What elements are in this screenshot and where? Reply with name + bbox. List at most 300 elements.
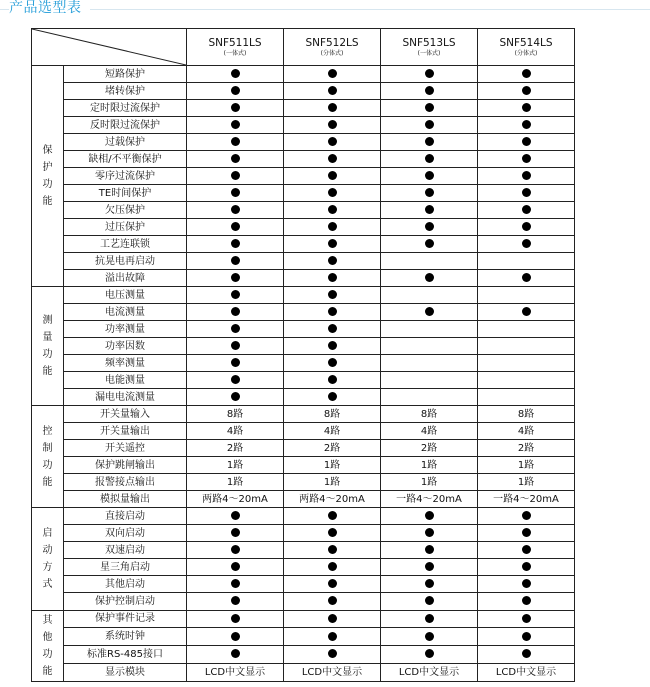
spec-cell: 4路 <box>187 423 284 440</box>
group-label: 控制功能 <box>42 425 53 488</box>
feature-label: TE时间保护 <box>64 185 187 202</box>
feature-label: 报警接点输出 <box>64 474 187 491</box>
feature-label: 模拟量输出 <box>64 491 187 508</box>
supported-dot-icon <box>425 222 434 231</box>
feature-label: 过压保护 <box>64 219 187 236</box>
supported-dot-icon <box>328 69 337 78</box>
table-row <box>32 474 575 491</box>
model-type: (一体式) <box>417 50 441 57</box>
supported-dot-icon <box>231 222 240 231</box>
supported-dot-icon <box>231 273 240 282</box>
table-row <box>32 151 575 168</box>
spec-cell <box>381 253 478 270</box>
spec-cell <box>187 321 284 338</box>
supported-dot-icon <box>328 239 337 248</box>
spec-cell <box>284 185 381 202</box>
supported-dot-icon <box>231 324 240 333</box>
spec-cell <box>284 321 381 338</box>
spec-cell: 两路4～20mA <box>284 491 381 508</box>
supported-dot-icon <box>328 290 337 299</box>
spec-cell <box>187 185 284 202</box>
supported-dot-icon <box>328 649 337 658</box>
supported-dot-icon <box>231 341 240 350</box>
table-row <box>32 610 575 628</box>
spec-cell: 8路 <box>478 406 575 423</box>
table-row <box>32 646 575 664</box>
table-row <box>32 372 575 389</box>
table-row <box>32 593 575 610</box>
spec-cell <box>381 646 478 664</box>
table-body <box>32 66 575 682</box>
table-header-row <box>32 29 575 66</box>
spec-cell <box>381 168 478 185</box>
supported-dot-icon <box>328 103 337 112</box>
supported-dot-icon <box>425 632 434 641</box>
spec-cell <box>381 593 478 610</box>
spec-cell <box>187 202 284 219</box>
supported-dot-icon <box>231 120 240 129</box>
table-row <box>32 100 575 117</box>
supported-dot-icon <box>425 596 434 605</box>
supported-dot-icon <box>328 171 337 180</box>
spec-cell <box>187 100 284 117</box>
spec-cell: 1路 <box>284 457 381 474</box>
spec-cell <box>187 338 284 355</box>
spec-cell <box>381 117 478 134</box>
supported-dot-icon <box>522 86 531 95</box>
spec-cell <box>478 83 575 100</box>
table-row <box>32 628 575 646</box>
spec-cell <box>284 287 381 304</box>
supported-dot-icon <box>231 307 240 316</box>
supported-dot-icon <box>425 579 434 588</box>
spec-cell <box>284 559 381 576</box>
supported-dot-icon <box>231 511 240 520</box>
supported-dot-icon <box>425 545 434 554</box>
supported-dot-icon <box>425 528 434 537</box>
supported-dot-icon <box>425 188 434 197</box>
feature-label: 星三角启动 <box>64 559 187 576</box>
supported-dot-icon <box>425 86 434 95</box>
spec-cell <box>381 185 478 202</box>
spec-cell <box>284 355 381 372</box>
table-row <box>32 559 575 576</box>
supported-dot-icon <box>328 511 337 520</box>
table-row <box>32 423 575 440</box>
spec-cell: 1路 <box>381 474 478 491</box>
supported-dot-icon <box>328 614 337 623</box>
supported-dot-icon <box>328 528 337 537</box>
group-label: 保护功能 <box>42 145 53 208</box>
spec-cell <box>478 66 575 83</box>
supported-dot-icon <box>522 596 531 605</box>
spec-cell <box>187 542 284 559</box>
feature-label: 开关遥控 <box>64 440 187 457</box>
table-row <box>32 168 575 185</box>
supported-dot-icon <box>522 614 531 623</box>
feature-label: 功率因数 <box>64 338 187 355</box>
spec-cell <box>187 389 284 406</box>
supported-dot-icon <box>328 579 337 588</box>
supported-dot-icon <box>231 239 240 248</box>
spec-cell <box>187 646 284 664</box>
spec-cell <box>478 628 575 646</box>
spec-cell <box>478 168 575 185</box>
supported-dot-icon <box>522 649 531 658</box>
title-rule <box>0 9 650 10</box>
spec-cell: 一路4～20mA <box>381 491 478 508</box>
table-row <box>32 117 575 134</box>
supported-dot-icon <box>328 86 337 95</box>
spec-cell: 2路 <box>478 440 575 457</box>
supported-dot-icon <box>231 103 240 112</box>
spec-cell <box>284 270 381 287</box>
feature-label: 抗晃电再启动 <box>64 253 187 270</box>
spec-cell <box>381 304 478 321</box>
supported-dot-icon <box>328 392 337 401</box>
model-header-cell <box>284 29 381 66</box>
spec-cell <box>381 151 478 168</box>
table-row <box>32 457 575 474</box>
table-row <box>32 491 575 508</box>
spec-cell <box>478 151 575 168</box>
spec-cell <box>478 389 575 406</box>
supported-dot-icon <box>328 307 337 316</box>
supported-dot-icon <box>522 188 531 197</box>
spec-cell <box>284 508 381 525</box>
feature-label: 直接启动 <box>64 508 187 525</box>
spec-cell <box>478 270 575 287</box>
table-row <box>32 202 575 219</box>
spec-cell <box>187 83 284 100</box>
spec-cell <box>187 151 284 168</box>
supported-dot-icon <box>328 375 337 384</box>
spec-cell: 4路 <box>381 423 478 440</box>
spec-cell <box>187 287 284 304</box>
selection-table <box>31 28 575 682</box>
spec-cell <box>381 542 478 559</box>
feature-label: 标准RS-485接口 <box>64 646 187 664</box>
spec-cell <box>284 389 381 406</box>
spec-cell <box>381 576 478 593</box>
spec-cell <box>478 100 575 117</box>
supported-dot-icon <box>231 375 240 384</box>
spec-cell <box>478 202 575 219</box>
supported-dot-icon <box>231 205 240 214</box>
feature-label: 漏电电流测量 <box>64 389 187 406</box>
spec-cell <box>478 542 575 559</box>
supported-dot-icon <box>231 596 240 605</box>
spec-cell <box>187 372 284 389</box>
spec-cell <box>381 355 478 372</box>
supported-dot-icon <box>231 137 240 146</box>
spec-cell <box>478 508 575 525</box>
supported-dot-icon <box>522 205 531 214</box>
header-corner-cell <box>32 29 187 66</box>
table-row <box>32 236 575 253</box>
model-name: SNF514LS <box>499 37 553 49</box>
spec-cell: LCD中文显示 <box>478 663 575 681</box>
supported-dot-icon <box>522 307 531 316</box>
spec-cell <box>187 628 284 646</box>
supported-dot-icon <box>425 69 434 78</box>
table-row <box>32 287 575 304</box>
feature-label: 电压测量 <box>64 287 187 304</box>
spec-cell <box>381 525 478 542</box>
spec-cell <box>478 610 575 628</box>
supported-dot-icon <box>231 154 240 163</box>
feature-label: 双向启动 <box>64 525 187 542</box>
group-label-cell <box>32 66 64 287</box>
table-row <box>32 576 575 593</box>
spec-cell <box>381 236 478 253</box>
supported-dot-icon <box>522 222 531 231</box>
spec-cell <box>187 236 284 253</box>
spec-cell <box>381 321 478 338</box>
supported-dot-icon <box>425 273 434 282</box>
supported-dot-icon <box>425 562 434 571</box>
supported-dot-icon <box>425 171 434 180</box>
supported-dot-icon <box>231 528 240 537</box>
supported-dot-icon <box>425 205 434 214</box>
page-title: 产品选型表 <box>9 0 90 17</box>
feature-label: 欠压保护 <box>64 202 187 219</box>
model-name: SNF512LS <box>305 37 359 49</box>
spec-cell <box>478 646 575 664</box>
spec-cell <box>284 134 381 151</box>
supported-dot-icon <box>231 579 240 588</box>
supported-dot-icon <box>328 154 337 163</box>
supported-dot-icon <box>328 205 337 214</box>
spec-cell <box>381 219 478 236</box>
supported-dot-icon <box>231 171 240 180</box>
table-row <box>32 66 575 83</box>
supported-dot-icon <box>522 579 531 588</box>
spec-cell: LCD中文显示 <box>381 663 478 681</box>
spec-cell <box>284 168 381 185</box>
spec-cell <box>187 168 284 185</box>
spec-cell <box>187 593 284 610</box>
spec-cell <box>187 304 284 321</box>
feature-label: 零序过流保护 <box>64 168 187 185</box>
supported-dot-icon <box>328 324 337 333</box>
feature-label: 定时限过流保护 <box>64 100 187 117</box>
spec-cell: 4路 <box>284 423 381 440</box>
supported-dot-icon <box>328 341 337 350</box>
spec-cell <box>381 134 478 151</box>
table-row <box>32 338 575 355</box>
spec-cell <box>187 508 284 525</box>
table-row <box>32 525 575 542</box>
spec-cell <box>478 236 575 253</box>
supported-dot-icon <box>231 632 240 641</box>
spec-cell <box>187 66 284 83</box>
spec-cell <box>284 593 381 610</box>
supported-dot-icon <box>231 86 240 95</box>
table-row <box>32 270 575 287</box>
spec-cell <box>381 372 478 389</box>
feature-label: 电能测量 <box>64 372 187 389</box>
feature-label: 反时限过流保护 <box>64 117 187 134</box>
spec-cell <box>381 628 478 646</box>
supported-dot-icon <box>231 188 240 197</box>
supported-dot-icon <box>522 562 531 571</box>
supported-dot-icon <box>231 358 240 367</box>
spec-cell <box>284 219 381 236</box>
supported-dot-icon <box>522 239 531 248</box>
spec-cell <box>478 253 575 270</box>
feature-label: 其他启动 <box>64 576 187 593</box>
spec-cell: 两路4～20mA <box>187 491 284 508</box>
group-label: 启动方式 <box>42 527 53 590</box>
spec-cell <box>284 372 381 389</box>
model-type: (分体式) <box>514 50 538 57</box>
supported-dot-icon <box>231 545 240 554</box>
spec-cell <box>381 100 478 117</box>
spec-cell <box>187 576 284 593</box>
supported-dot-icon <box>328 545 337 554</box>
spec-cell <box>284 83 381 100</box>
supported-dot-icon <box>425 614 434 623</box>
spec-cell <box>478 525 575 542</box>
spec-cell <box>381 508 478 525</box>
spec-cell <box>284 338 381 355</box>
spec-cell: 2路 <box>187 440 284 457</box>
table-row <box>32 542 575 559</box>
supported-dot-icon <box>425 103 434 112</box>
supported-dot-icon <box>231 649 240 658</box>
supported-dot-icon <box>522 137 531 146</box>
spec-cell <box>478 321 575 338</box>
table-row <box>32 440 575 457</box>
supported-dot-icon <box>522 171 531 180</box>
feature-label: 保护控制启动 <box>64 593 187 610</box>
spec-cell <box>381 610 478 628</box>
spec-cell <box>284 66 381 83</box>
supported-dot-icon <box>328 188 337 197</box>
spec-cell <box>187 270 284 287</box>
spec-cell <box>284 628 381 646</box>
supported-dot-icon <box>425 120 434 129</box>
supported-dot-icon <box>328 222 337 231</box>
spec-cell: 1路 <box>187 457 284 474</box>
supported-dot-icon <box>328 120 337 129</box>
spec-cell <box>284 253 381 270</box>
spec-cell <box>478 117 575 134</box>
supported-dot-icon <box>522 120 531 129</box>
model-type: (一体式) <box>223 50 247 57</box>
spec-cell <box>187 559 284 576</box>
spec-cell <box>284 202 381 219</box>
table-row <box>32 389 575 406</box>
table-row <box>32 219 575 236</box>
supported-dot-icon <box>425 239 434 248</box>
supported-dot-icon <box>522 154 531 163</box>
spec-cell: 8路 <box>187 406 284 423</box>
spec-cell <box>381 559 478 576</box>
spec-cell <box>381 270 478 287</box>
supported-dot-icon <box>328 273 337 282</box>
feature-label: 频率测量 <box>64 355 187 372</box>
spec-cell: 1路 <box>381 457 478 474</box>
spec-cell <box>478 304 575 321</box>
spec-cell <box>381 389 478 406</box>
spec-cell <box>284 576 381 593</box>
group-label: 测量功能 <box>42 315 53 378</box>
feature-label: 开关量输入 <box>64 406 187 423</box>
spec-cell <box>478 287 575 304</box>
supported-dot-icon <box>522 511 531 520</box>
spec-cell <box>478 576 575 593</box>
spec-cell <box>187 355 284 372</box>
model-header-cell <box>478 29 575 66</box>
feature-label: 显示模块 <box>64 663 187 681</box>
supported-dot-icon <box>425 154 434 163</box>
feature-label: 电流测量 <box>64 304 187 321</box>
table-row <box>32 321 575 338</box>
table-row <box>32 134 575 151</box>
spec-cell <box>284 304 381 321</box>
table-row <box>32 508 575 525</box>
supported-dot-icon <box>425 511 434 520</box>
feature-label: 工艺连联锁 <box>64 236 187 253</box>
supported-dot-icon <box>328 596 337 605</box>
corner-diagonal <box>32 29 186 65</box>
model-type: (分体式) <box>320 50 344 57</box>
supported-dot-icon <box>328 632 337 641</box>
supported-dot-icon <box>231 614 240 623</box>
supported-dot-icon <box>522 69 531 78</box>
supported-dot-icon <box>425 137 434 146</box>
spec-cell <box>187 134 284 151</box>
feature-label: 开关量输出 <box>64 423 187 440</box>
table-row <box>32 406 575 423</box>
supported-dot-icon <box>231 392 240 401</box>
supported-dot-icon <box>522 273 531 282</box>
table-row <box>32 663 575 681</box>
feature-label: 保护跳闸输出 <box>64 457 187 474</box>
model-name: SNF511LS <box>208 37 262 49</box>
spec-cell <box>478 355 575 372</box>
group-label: 其他功能 <box>42 614 53 677</box>
spec-cell <box>284 151 381 168</box>
supported-dot-icon <box>231 69 240 78</box>
spec-cell <box>187 219 284 236</box>
spec-cell: 8路 <box>284 406 381 423</box>
spec-cell: 1路 <box>478 457 575 474</box>
spec-cell: LCD中文显示 <box>187 663 284 681</box>
feature-label: 功率测量 <box>64 321 187 338</box>
model-header-cell <box>381 29 478 66</box>
feature-label: 溢出故障 <box>64 270 187 287</box>
group-label-cell <box>32 287 64 406</box>
spec-cell: LCD中文显示 <box>284 663 381 681</box>
spec-cell: 4路 <box>478 423 575 440</box>
spec-cell <box>284 117 381 134</box>
spec-cell: 1路 <box>478 474 575 491</box>
spec-cell <box>381 83 478 100</box>
spec-cell <box>478 372 575 389</box>
spec-cell <box>187 610 284 628</box>
spec-cell <box>284 610 381 628</box>
spec-cell <box>284 100 381 117</box>
supported-dot-icon <box>425 307 434 316</box>
feature-label: 堵转保护 <box>64 83 187 100</box>
table-row <box>32 253 575 270</box>
spec-cell <box>187 525 284 542</box>
feature-label: 双速启动 <box>64 542 187 559</box>
spec-cell <box>284 236 381 253</box>
